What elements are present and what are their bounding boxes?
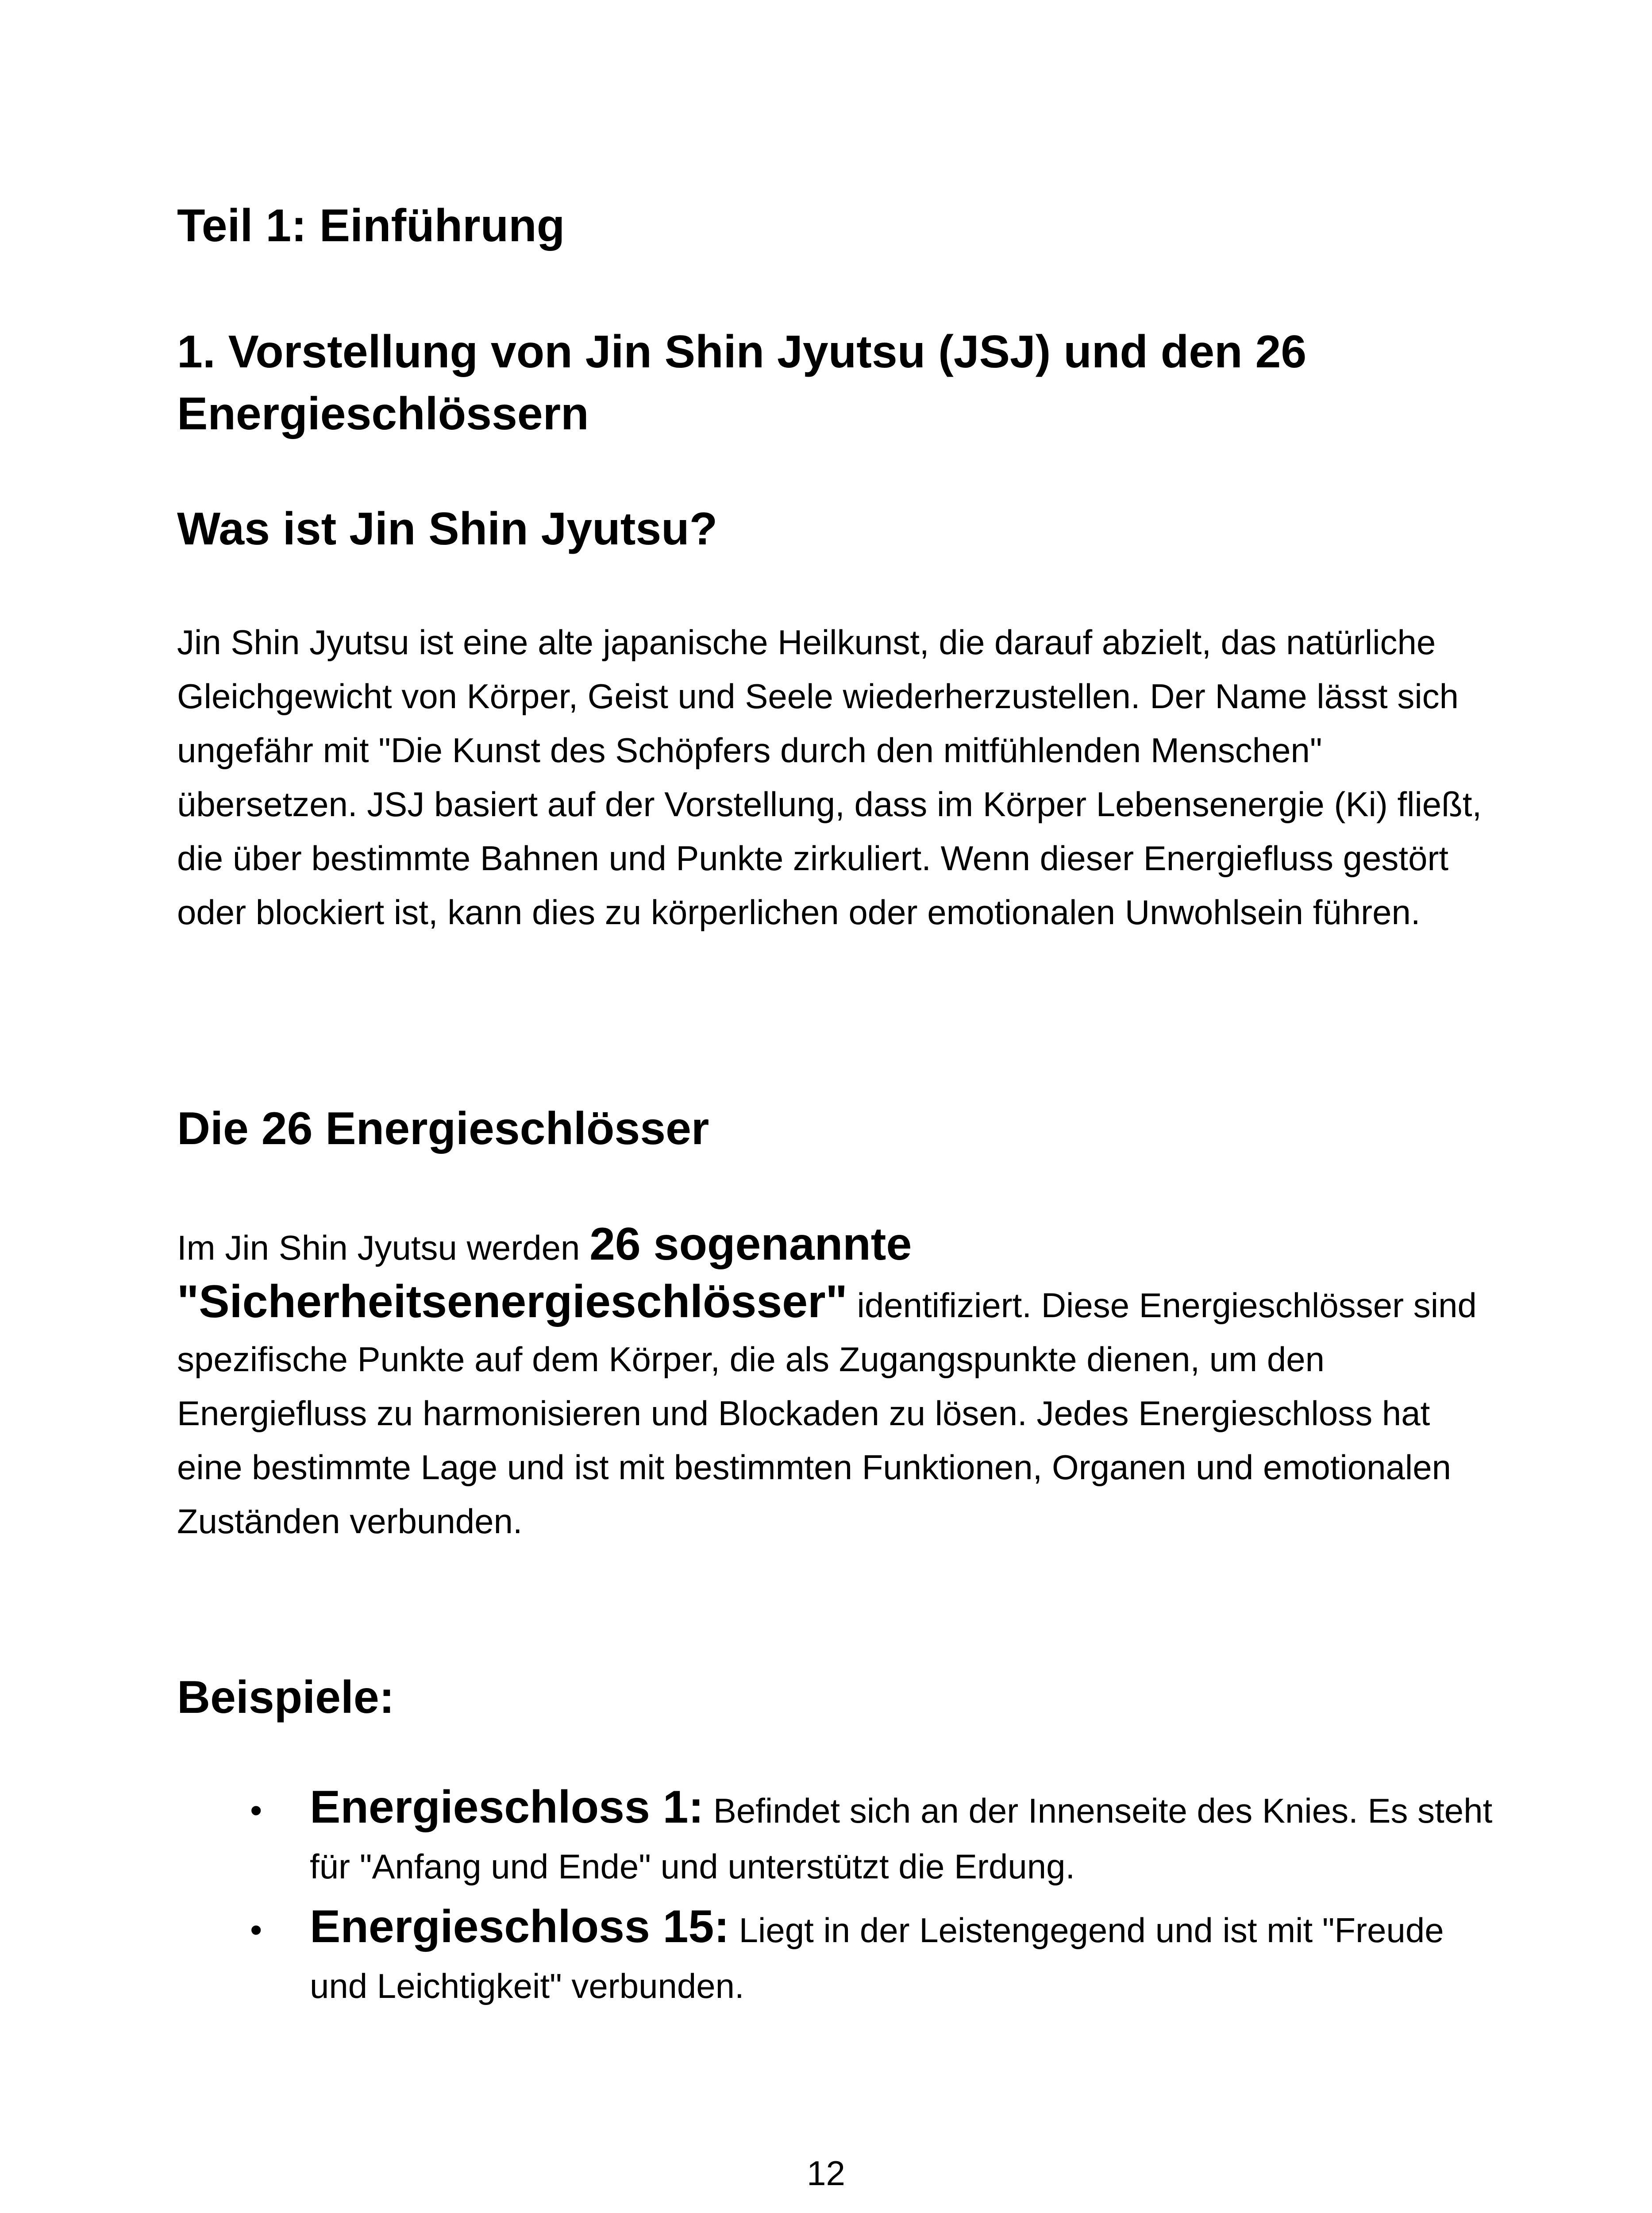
list-item-title: Energieschloss 1:	[310, 1781, 704, 1833]
list-item	[177, 1899, 1496, 2014]
bullet-icon: •	[250, 1791, 262, 1830]
part-heading: Teil 1: Einführung	[177, 200, 565, 251]
section-heading-examples: Beispiele:	[177, 1672, 395, 1723]
list-item-text: Befindet sich an der Innenseite des Knies. Es steht für "Anfang und Ende" und unterstützt die Erdung.	[310, 1791, 1493, 1886]
list-item	[177, 1779, 1496, 1894]
paragraph-emphasis: 26 sogenannte "Sicherheitsenergieschlösser"	[177, 1218, 912, 1327]
section-heading-energy-locks: Die 26 Energieschlösser	[177, 1103, 709, 1154]
bullet-icon: •	[250, 1910, 262, 1949]
paragraph-rest: identifiziert. Diese Energieschlösser sind spezifische Punkte auf dem Körper, die als Zugangspunkte dienen, um den Energiefluss zu harmonisieren und Blockaden zu lösen. Jedes Energieschloss hat eine bestimmte Lage und ist mit bestimmten Funktionen, Organen und emotionalen Zuständen verbunden.	[177, 1286, 1477, 1541]
paragraph-intro: Im Jin Shin Jyutsu werden	[177, 1228, 590, 1267]
list-item-text: Liegt in der Leistengegend und ist mit "Freude und Leichtigkeit" verbunden.	[310, 1911, 1444, 2005]
examples-list	[177, 1779, 1496, 2018]
chapter-heading: 1. Vorstellung von Jin Shin Jyutsu (JSJ) und den 26 Energieschlössern	[177, 326, 1307, 440]
page-number: 12	[807, 2154, 845, 2193]
list-item-title: Energieschloss 15:	[310, 1901, 729, 1952]
paragraph-energy-locks	[177, 1217, 1496, 1548]
paragraph-what-is-jsj: Jin Shin Jyutsu ist eine alte japanische Heilkunst, die darauf abzielt, das natürliche Gleichgewicht von Körper, Geist und Seele wiederherzustellen. Der Name lässt sich ungefähr mit "Die Kunst des Schöpfers durch den mitfühlenden Menschen" übersetzen. JSJ basiert auf der Vorstellung, dass im Körper Lebensenergie (Ki) fließt, die über bestimmte Bahnen und Punkte zirkuliert. Wenn dieser Energiefluss gestört oder blockiert ist, kann dies zu körperlichen oder emotionalen Unwohlsein führen.	[177, 623, 1482, 932]
section-heading-what-is-jsj: Was ist Jin Shin Jyutsu?	[177, 503, 718, 555]
